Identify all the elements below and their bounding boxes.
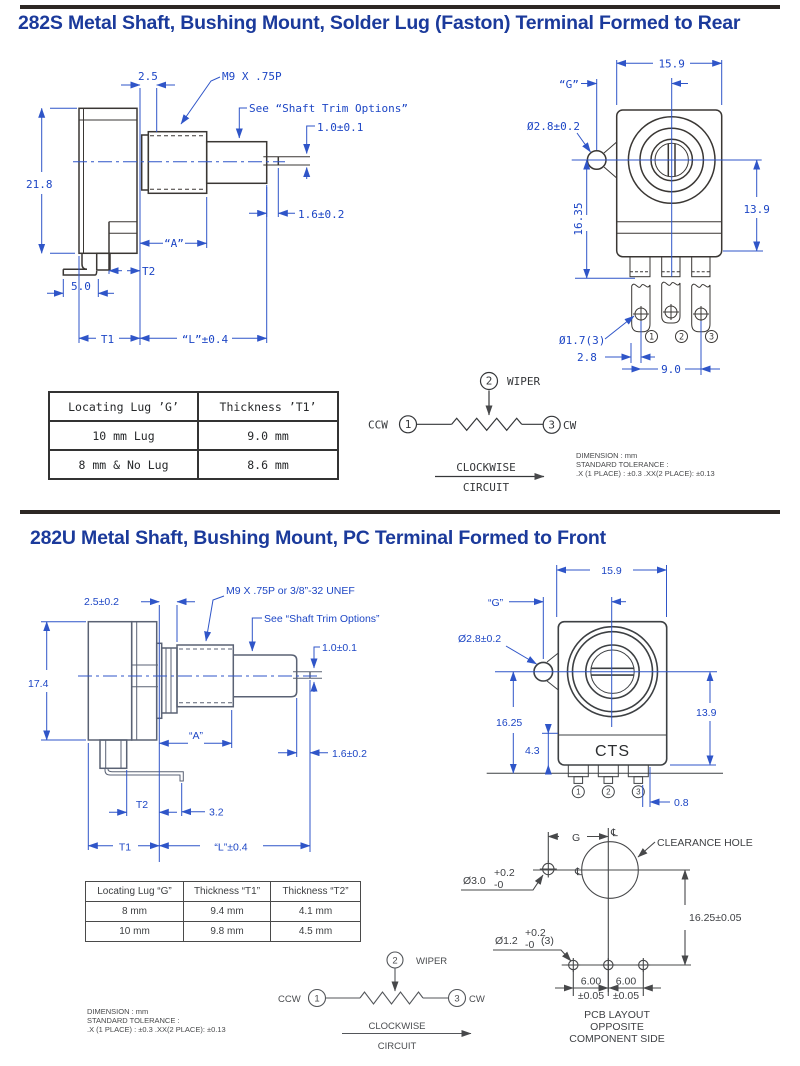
svg-text:15.9: 15.9 <box>658 57 685 71</box>
svg-text:3.2: 3.2 <box>209 806 224 819</box>
drawing-282s-side-view <box>25 60 435 372</box>
svg-text:CLOCKWISE: CLOCKWISE <box>456 461 516 474</box>
svg-text:WIPER: WIPER <box>507 375 541 388</box>
svg-text:1.0±0.1: 1.0±0.1 <box>317 121 364 134</box>
table-header-row <box>49 392 338 421</box>
svg-text:-0: -0 <box>525 939 535 951</box>
section-282s-title: 282S Metal Shaft, Bushing Mount, Solder Lug (Faston) Terminal Formed to Rear <box>18 12 741 34</box>
col-header-locating-lug: Locating Lug “G” <box>86 882 184 902</box>
svg-text:G: G <box>572 832 581 844</box>
282u-side-geometry <box>88 622 322 781</box>
svg-text:6.00: 6.00 <box>615 975 637 988</box>
svg-text:“A”: “A” <box>189 730 203 742</box>
svg-text:1: 1 <box>576 787 581 797</box>
svg-text:3: 3 <box>708 332 715 343</box>
svg-text:T1: T1 <box>118 841 132 854</box>
svg-text:Ø1.2: Ø1.2 <box>495 935 518 947</box>
svg-text:Ø2.8±0.2: Ø2.8±0.2 <box>527 120 580 133</box>
svg-text:“L”±0.4: “L”±0.4 <box>181 333 229 346</box>
svg-text:CIRCUIT: CIRCUIT <box>462 481 510 494</box>
svg-text:1: 1 <box>648 332 655 343</box>
svg-text:CCW: CCW <box>368 418 388 432</box>
svg-text:2: 2 <box>678 332 685 343</box>
pcb-caption-line2: OPPOSITE <box>590 1021 644 1033</box>
svg-text:T1: T1 <box>100 333 115 346</box>
svg-text:℄: ℄ <box>575 866 582 878</box>
col-header-thickness-t2: Thickness “T2” <box>271 882 361 902</box>
drawing-282u-front-view <box>450 555 800 825</box>
drawing-282s-front-view <box>525 55 800 387</box>
svg-text:2: 2 <box>485 374 493 388</box>
drawing-282u-side-view <box>20 570 450 870</box>
svg-text:16.25: 16.25 <box>496 717 523 729</box>
svg-text:5.0: 5.0 <box>71 280 91 293</box>
282s-terminal-numbers <box>646 331 718 343</box>
svg-text:3: 3 <box>548 418 556 432</box>
svg-text:+0.2: +0.2 <box>494 867 515 879</box>
svg-text:T2: T2 <box>142 265 156 278</box>
svg-text:See “Shaft Trim Options”: See “Shaft Trim Options” <box>249 102 408 115</box>
svg-text:3: 3 <box>454 993 460 1005</box>
282s-lug-thickness-table <box>48 391 339 480</box>
svg-text:See “Shaft Trim Options”: See “Shaft Trim Options” <box>264 613 380 625</box>
svg-text:±0.05: ±0.05 <box>577 990 605 1002</box>
282s-front-geometry <box>587 110 721 343</box>
svg-text:2: 2 <box>606 787 611 797</box>
svg-text:±0.05: ±0.05 <box>612 990 640 1002</box>
col-header-thickness-t1: Thickness “T1” <box>184 882 271 902</box>
282u-terminal-numbers <box>572 786 644 798</box>
svg-text:“L”±0.4: “L”±0.4 <box>214 841 248 854</box>
282s-circuit-schematic <box>360 365 700 500</box>
282s-side-geometry <box>63 108 310 275</box>
282s-front-dimensions <box>527 58 770 377</box>
282u-side-dimensions <box>28 585 380 862</box>
svg-text:CCW: CCW <box>278 994 301 1005</box>
svg-text:M9 X .75P: M9 X .75P <box>222 70 282 83</box>
svg-text:16.35: 16.35 <box>572 202 585 236</box>
svg-text:16.25±0.05: 16.25±0.05 <box>689 912 742 924</box>
282u-tolerance-notes: DIMENSION : mm STANDARD TOLERANCE : .X (1 PLACE) : ±0.3 .XX(2 PLACE): ±0.13 <box>87 1007 226 1034</box>
table-row: 10 mm 9.8 mm 4.5 mm <box>86 922 361 942</box>
svg-text:CLEARANCE HOLE: CLEARANCE HOLE <box>657 837 753 849</box>
svg-text:17.4: 17.4 <box>28 678 49 690</box>
282u-circuit <box>278 952 485 1052</box>
svg-text:“G”: “G” <box>488 597 504 609</box>
282u-front-geometry <box>487 622 723 798</box>
table-row: 8 mm & No Lug 8.6 mm <box>49 450 338 479</box>
pcb-geometry <box>533 828 690 992</box>
svg-text:9.0: 9.0 <box>661 363 681 376</box>
svg-text:CW: CW <box>563 419 577 432</box>
section-282u-title: 282U Metal Shaft, Bushing Mount, PC Terminal Formed to Front <box>30 527 606 549</box>
pcb-caption-line1: PCB LAYOUT <box>584 1009 650 1021</box>
282s-circuit <box>368 373 577 495</box>
svg-text:1: 1 <box>404 418 412 431</box>
svg-text:WIPER: WIPER <box>416 956 448 967</box>
top-rule <box>20 5 780 9</box>
svg-text:4.3: 4.3 <box>525 745 540 757</box>
table-header-row <box>86 882 361 902</box>
svg-text:T2: T2 <box>135 799 149 811</box>
svg-text:Ø1.7(3): Ø1.7(3) <box>559 334 606 347</box>
svg-text:2.5: 2.5 <box>138 70 158 83</box>
282s-tolerance-notes: DIMENSION : mm STANDARD TOLERANCE : .X (1 PLACE) : ±0.3 .XX(2 PLACE): ±0.13 <box>576 451 715 478</box>
svg-text:+0.2: +0.2 <box>525 927 546 939</box>
svg-text:℄: ℄ <box>611 827 618 839</box>
svg-text:-0: -0 <box>494 879 504 891</box>
svg-text:1.6±0.2: 1.6±0.2 <box>298 208 345 221</box>
svg-text:CIRCUIT: CIRCUIT <box>377 1041 417 1052</box>
svg-text:2.8: 2.8 <box>577 351 597 364</box>
table-row: 8 mm 9.4 mm 4.1 mm <box>86 902 361 922</box>
cts-logo: CTS <box>595 743 630 760</box>
svg-text:CLOCKWISE: CLOCKWISE <box>368 1021 426 1032</box>
svg-text:1: 1 <box>314 993 320 1005</box>
282u-front-dimensions <box>458 565 717 809</box>
svg-text:2.5±0.2: 2.5±0.2 <box>84 596 119 608</box>
svg-text:3: 3 <box>636 787 641 797</box>
svg-text:1.6±0.2: 1.6±0.2 <box>332 748 367 760</box>
svg-text:Ø2.8±0.2: Ø2.8±0.2 <box>458 633 502 645</box>
282u-circuit-schematic <box>270 930 510 1055</box>
table-row: 10 mm Lug 9.0 mm <box>49 421 338 450</box>
col-header-locating-lug: Locating Lug ’G’ <box>49 392 198 421</box>
svg-text:“A”: “A” <box>164 237 184 250</box>
svg-text:6.00: 6.00 <box>580 975 602 988</box>
pcb-caption-line3: COMPONENT SIDE <box>569 1033 665 1045</box>
svg-text:21.8: 21.8 <box>26 178 53 191</box>
col-header-thickness-t1: Thickness ’T1’ <box>198 392 338 421</box>
svg-text:15.9: 15.9 <box>601 565 622 577</box>
svg-text:13.9: 13.9 <box>743 203 770 216</box>
282s-lug-holes <box>633 304 709 322</box>
svg-text:(3): (3) <box>541 935 554 947</box>
svg-text:CW: CW <box>469 994 485 1005</box>
section-divider-rule <box>20 510 780 514</box>
svg-text:Ø3.0: Ø3.0 <box>463 875 486 887</box>
svg-text:2: 2 <box>392 955 398 967</box>
svg-text:0.8: 0.8 <box>674 797 689 809</box>
svg-text:13.9: 13.9 <box>696 707 717 719</box>
svg-text:“G”: “G” <box>559 78 579 91</box>
svg-text:1.0±0.1: 1.0±0.1 <box>322 642 357 654</box>
svg-text:M9 X .75P or 3/8”-32 UNEF: M9 X .75P or 3/8”-32 UNEF <box>226 585 355 597</box>
